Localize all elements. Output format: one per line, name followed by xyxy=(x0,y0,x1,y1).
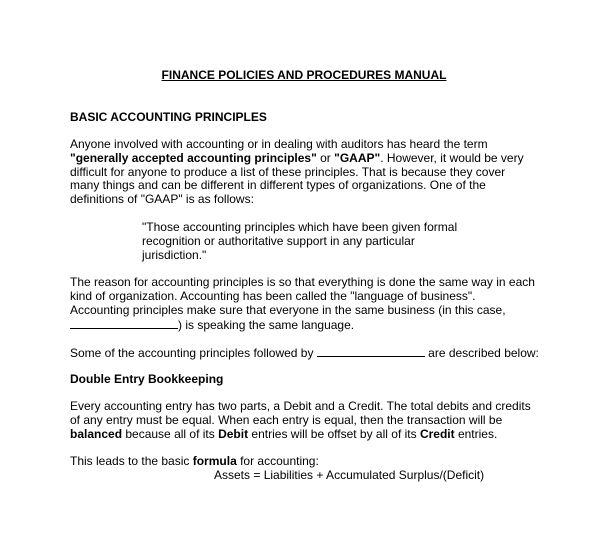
text-line: Every accounting entry has two parts, a Debit and a Credit. The total debits and credits xyxy=(70,399,531,413)
text-line: definitions of "GAAP" is as follows: xyxy=(70,192,254,207)
text-span: ) is speaking the same language. xyxy=(178,318,355,333)
text-span: This leads to the basic xyxy=(70,454,193,468)
text-span: are described below: xyxy=(424,346,539,360)
text-line: many things and can be different in different types of organizations. One of the xyxy=(70,178,486,193)
section-heading: BASIC ACCOUNTING PRINCIPLES xyxy=(70,110,267,124)
text-line xyxy=(70,152,524,166)
paragraph-language-of-business xyxy=(70,276,535,333)
subheading-double-entry: Double Entry Bookkeeping xyxy=(70,372,224,386)
text-span: entries. xyxy=(454,426,498,441)
bold-term-credit: Credit xyxy=(419,426,455,441)
text-line: Accounting principles make sure that everyone in the same business (in this case, xyxy=(70,302,506,317)
text-line: "Those accounting principles which have been given formal xyxy=(142,220,458,234)
text-line xyxy=(70,455,319,469)
gaap-definition-quote xyxy=(142,221,457,262)
bold-term-gaap: "GAAP" xyxy=(334,150,381,165)
text-span: because all of its xyxy=(122,426,219,441)
bold-term-balanced: balanced xyxy=(70,426,123,441)
text-span: or xyxy=(316,150,335,165)
text-line: recognition or authoritative support in any particular xyxy=(142,233,415,248)
text-line xyxy=(70,317,535,333)
text-line: Anyone involved with accounting or in dealing with auditors has heard the term xyxy=(70,137,488,151)
text-line: of any entry must be equal. When each entry is equal, then the transaction will be xyxy=(70,412,503,427)
accounting-formula: Assets = Liabilities + Accumulated Surplus/(Deficit) xyxy=(214,468,485,482)
fill-in-blank[interactable] xyxy=(70,317,178,329)
text-line: difficult for anyone to produce a list of these principles. That is because they cover xyxy=(70,164,506,179)
text-line: The reason for accounting principles is so that everything is done the same way in each xyxy=(70,275,535,289)
text-line: jurisdiction." xyxy=(142,247,207,262)
fill-in-blank[interactable] xyxy=(317,345,425,357)
paragraph-gaap-intro xyxy=(70,138,524,207)
text-span: entries will be offset by all of its xyxy=(248,426,420,441)
document-title: FINANCE POLICIES AND PROCEDURES MANUAL xyxy=(161,68,447,82)
paragraph-debit-credit xyxy=(70,400,531,441)
bold-term-debit: Debit xyxy=(218,426,249,441)
bold-term-gaap-full: "generally accepted accounting principles" xyxy=(70,150,317,165)
text-line xyxy=(70,428,531,442)
text-line: kind of organization. Accounting has been called the "language of business". xyxy=(70,288,476,303)
paragraph-principles-followed xyxy=(70,345,539,361)
paragraph-formula-intro xyxy=(70,455,319,469)
text-span: for accounting: xyxy=(236,454,319,468)
bold-term-formula: formula xyxy=(192,454,237,468)
text-span: . However, it would be very xyxy=(380,150,524,165)
text-span: Some of the accounting principles followed by xyxy=(70,346,317,360)
text-line xyxy=(70,345,539,361)
